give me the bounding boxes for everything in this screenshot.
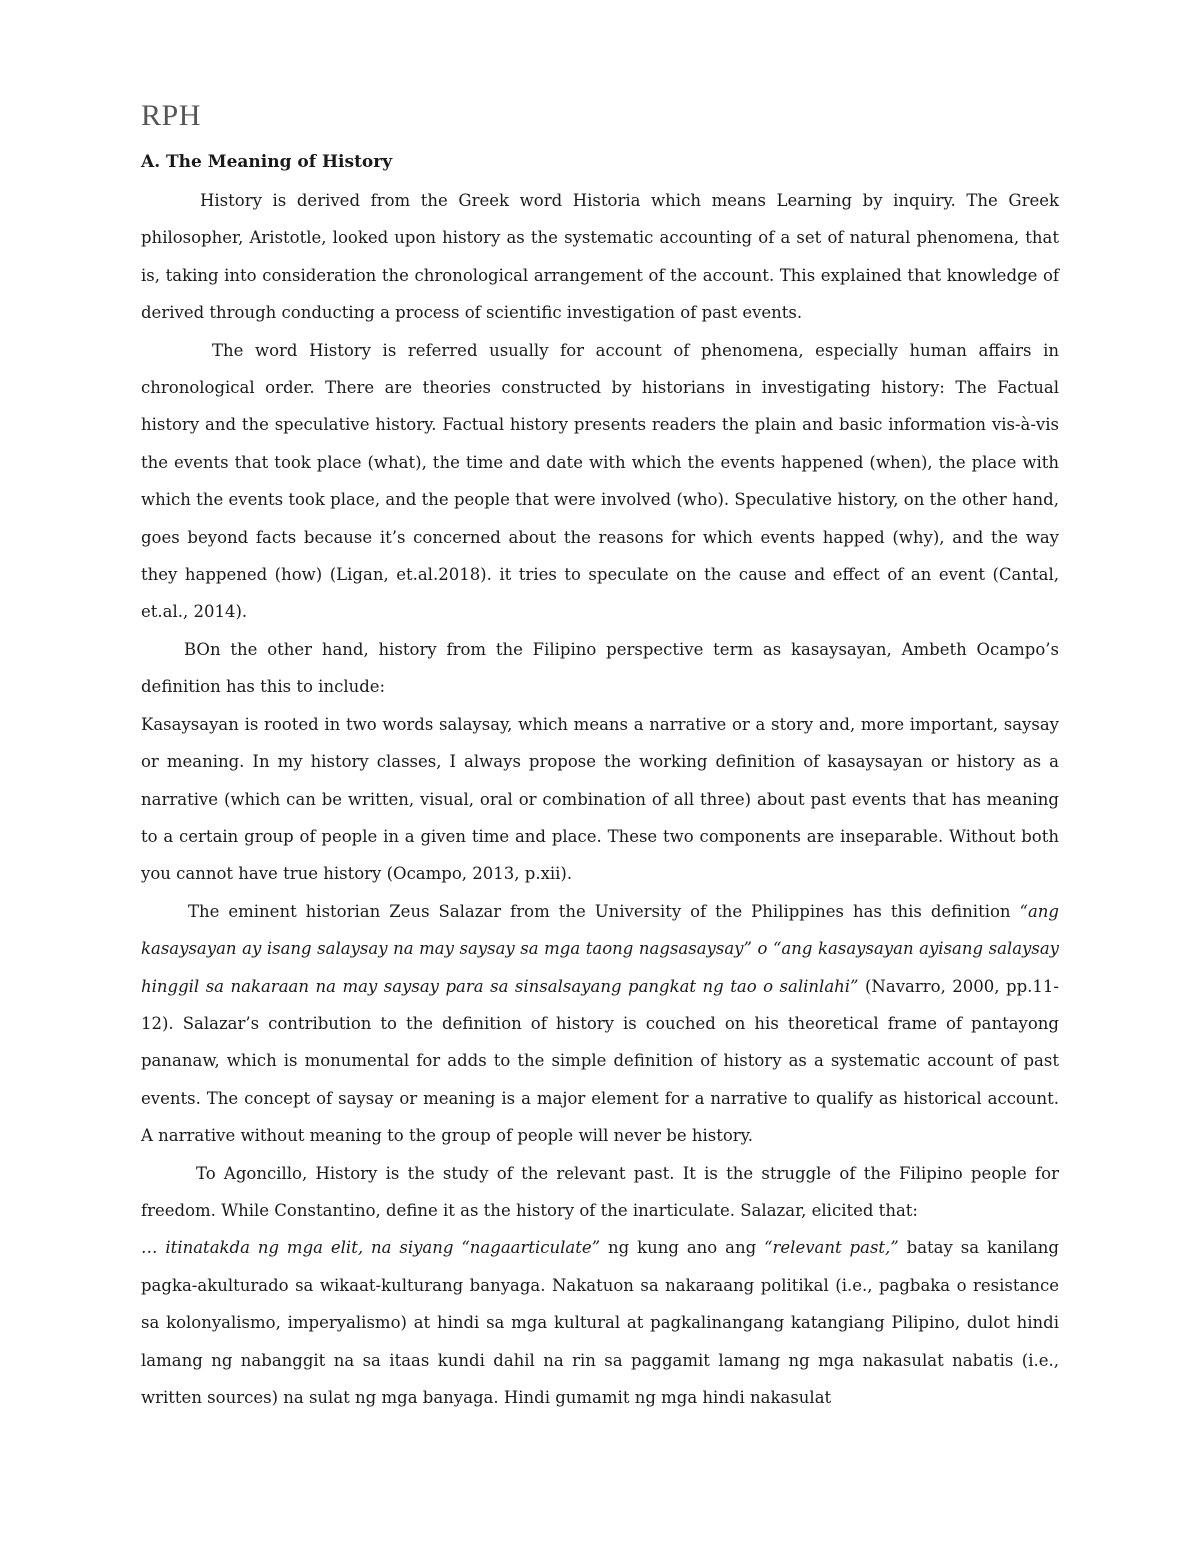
salazar-quote-italic: “ang kasaysayan ay isang salaysay na may saysay sa mga taong nagsasaysay” o “ang kasaysayan ayisang salaysay hinggil sa nakaraan na may saysay para sa sinsalsayang pangkat ng tao o salinlahi” — [141, 901, 1059, 996]
block-quote-salazar — [141, 1229, 1059, 1416]
salazar-continuation-text: (Navarro, 2000, pp.11-12). Salazar’s contribution to the definition of history is couched on his theoretical frame of pantayong pananaw, which is monumental for adds to the simple definition of history as a systematic account of past events. The concept of saysay or meaning is a major element for a narrative to qualify as historical account. A narrative without meaning to the group of people will never be history. — [141, 976, 1059, 1146]
section-heading: A. The Meaning of History — [141, 152, 393, 172]
document-title: RPH — [141, 99, 201, 132]
paragraph-filipino-perspective: BOn the other hand, history from the Filipino perspective term as kasaysayan, Ambeth Ocampo’s definition has this to include: — [141, 639, 1059, 697]
block-quote-ocampo: Kasaysayan is rooted in two words salaysay, which means a narrative or a story and, more important, saysay or meaning. In my history classes, I always propose the working definition of kasaysayan or history as a narrative (which can be written, visual, oral or combination of all three) about past events that has meaning to a certain group of people in a given time and place. These two components are inseparable. Without both you cannot have true history (Ocampo, 2013, p.xii). — [141, 714, 1059, 884]
salazar-quote-text-2: batay sa kanilang pagka-akulturado sa wikaat-kulturang banyaga. Nakatuon sa nakaraang politikal (i.e., pagbaka o resistance sa kolonyalismo, imperyalismo) at hindi sa mga kultural at pagkalinangang katangiang Pilipino, dulot hindi lamang ng nabanggit na sa itaas kundi dahil na rin sa paggamit lamang ng mga nakasulat nabatis (i.e., written sources) na sulat ng mga banyaga. Hindi gumamit ng mga hindi nakasulat — [141, 1238, 1059, 1407]
salazar-quote-italic-2: “relevant past,” — [764, 1238, 899, 1258]
salazar-quote-italic-1: … itinatakda ng mga elit, na siyang “nagaarticulate” — [141, 1238, 601, 1258]
paragraph-greek-origin: History is derived from the Greek word Historia which means Learning by inquiry. The Greek philosopher, Aristotle, looked upon history as the systematic accounting of a set of natural phenomena, that is, taking into consideration the chronological arrangement of the account. This explained that knowledge of derived through conducting a process of scientific investigation of past events. — [141, 191, 1059, 323]
salazar-quote-text-1: ng kung ano ang — [600, 1238, 765, 1258]
paragraph-agoncillo-constantino: To Agoncillo, History is the study of the relevant past. It is the struggle of the Filipino people for freedom. While Constantino, define it as the history of the inarticulate. Salazar, elicited that: — [141, 1163, 1059, 1220]
paragraph-factual-speculative: The word History is referred usually for account of phenomena, especially human affairs in chronological order. There are theories constructed by historians in investigating history: The Factual history and the speculative history. Factual history presents readers the plain and basic information vis-à-vis the events that took place (what), the time and date with which the events happened (when), the place with which the events took place, and the people that were involved (who). Speculative history, on the other hand, goes beyond facts because it’s concerned about the reasons for which events happed (why), and the way they happened (how) (Ligan, et.al.2018). it tries to speculate on the cause and effect of an event (Cantal, et.al., 2014). — [141, 340, 1059, 622]
document-page — [141, 96, 1059, 1416]
paragraph-salazar-definition — [141, 893, 1059, 1155]
salazar-intro-text: The eminent historian Zeus Salazar from the University of the Philippines has this definition — [188, 901, 1020, 921]
